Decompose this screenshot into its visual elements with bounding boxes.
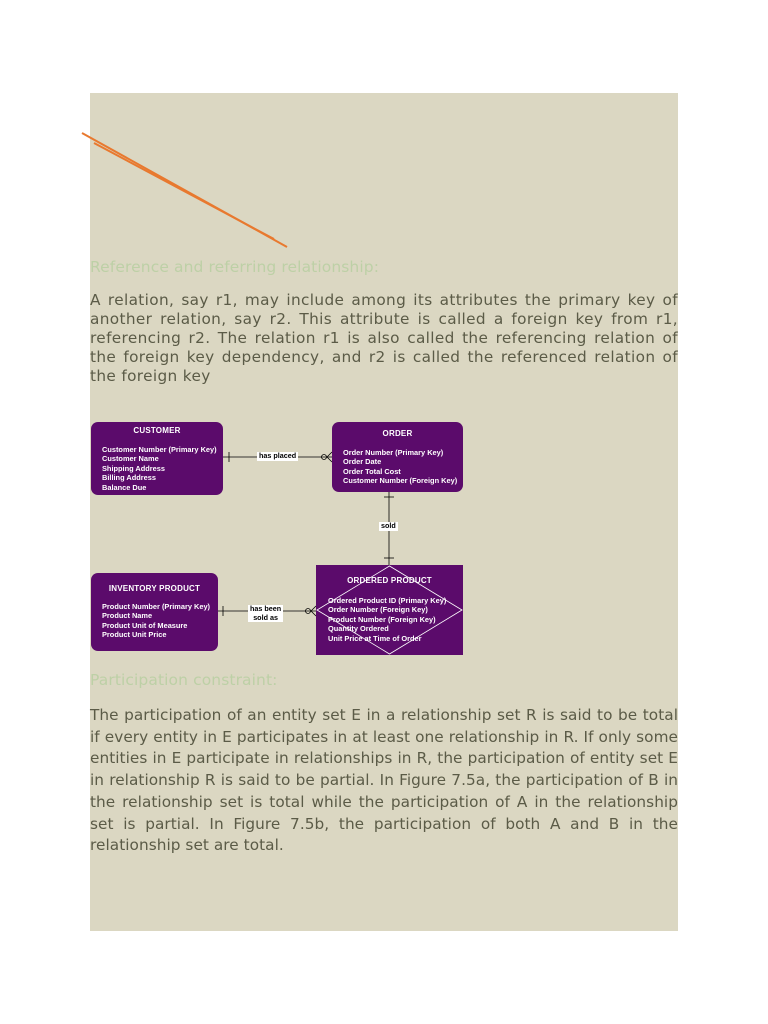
- entity-attribute: Order Number (Foreign Key): [328, 605, 428, 615]
- entity-order: [332, 422, 463, 492]
- entity-ordered-product: [316, 565, 463, 655]
- entity-title: INVENTORY PRODUCT: [108, 584, 201, 593]
- entity-attribute: Product Number (Primary Key): [102, 602, 211, 611]
- relationship-label-has-placed: has placed: [259, 451, 297, 460]
- entity-title: ORDER: [382, 429, 413, 438]
- entity-attribute: Customer Number (Foreign Key): [343, 476, 458, 486]
- entity-attribute: Order Date: [343, 457, 382, 467]
- entity-title: ORDERED PRODUCT: [347, 576, 432, 585]
- entity-attribute: Ordered Product ID (Primary Key): [328, 596, 447, 605]
- entity-attribute: Customer Number (Primary Key): [102, 445, 217, 454]
- paragraph-foreign-key: A relation, say r1, may include among its attributes the primary key of another relation, say r2. This attribute is called a foreign key from r1, referencing r2. The relation r1 is also called the referencing relation of the foreign key dependency, and r2 is called the referenced relation of the foreign key: [90, 291, 678, 385]
- entity-attribute: Order Total Cost: [343, 466, 401, 476]
- section-heading-reference: Reference and referring relationship:: [90, 258, 380, 276]
- entity-attribute: Customer Name: [102, 454, 159, 464]
- entity-attribute: Product Unit Price: [102, 630, 167, 640]
- entity-attribute: Product Number (Foreign Key): [328, 614, 436, 624]
- entity-attribute: Balance Due: [102, 482, 147, 492]
- entity-inventory-product: [91, 573, 218, 651]
- entity-attribute: Shipping Address: [102, 463, 165, 473]
- relationship-label-line: sold as: [253, 612, 278, 622]
- section-heading-participation: Participation constraint:: [90, 671, 278, 689]
- entity-customer: [91, 422, 223, 495]
- relationship-label-sold: sold: [381, 521, 396, 530]
- entity-attribute: Product Unit of Measure: [102, 620, 188, 630]
- entity-attribute: Order Number (Primary Key): [343, 448, 444, 457]
- entity-attribute: Billing Address: [102, 473, 156, 483]
- relationship-label-has-been-sold-as: [248, 605, 283, 622]
- paragraph-participation: The participation of an entity set E in a relationship set R is said to be total if every entity in E participates in at least one relationship in R. If only some entities in E participate in relationships in R, the participation of entity set E in relationship R is said to be partial. In Figure 7.5a, the participation of B in the relationship set is total while the participation of A in the relationship set is partial. In Figure 7.5b, the participation of both A and B in the relationship set are total.: [90, 706, 678, 855]
- entity-attribute: Product Name: [102, 611, 153, 621]
- entity-attribute: Quantity Ordered: [328, 624, 389, 634]
- relationship-label-line: has been: [250, 604, 282, 613]
- entity-attribute: Unit Price at Time of Order: [328, 633, 422, 643]
- entity-title: CUSTOMER: [133, 426, 181, 435]
